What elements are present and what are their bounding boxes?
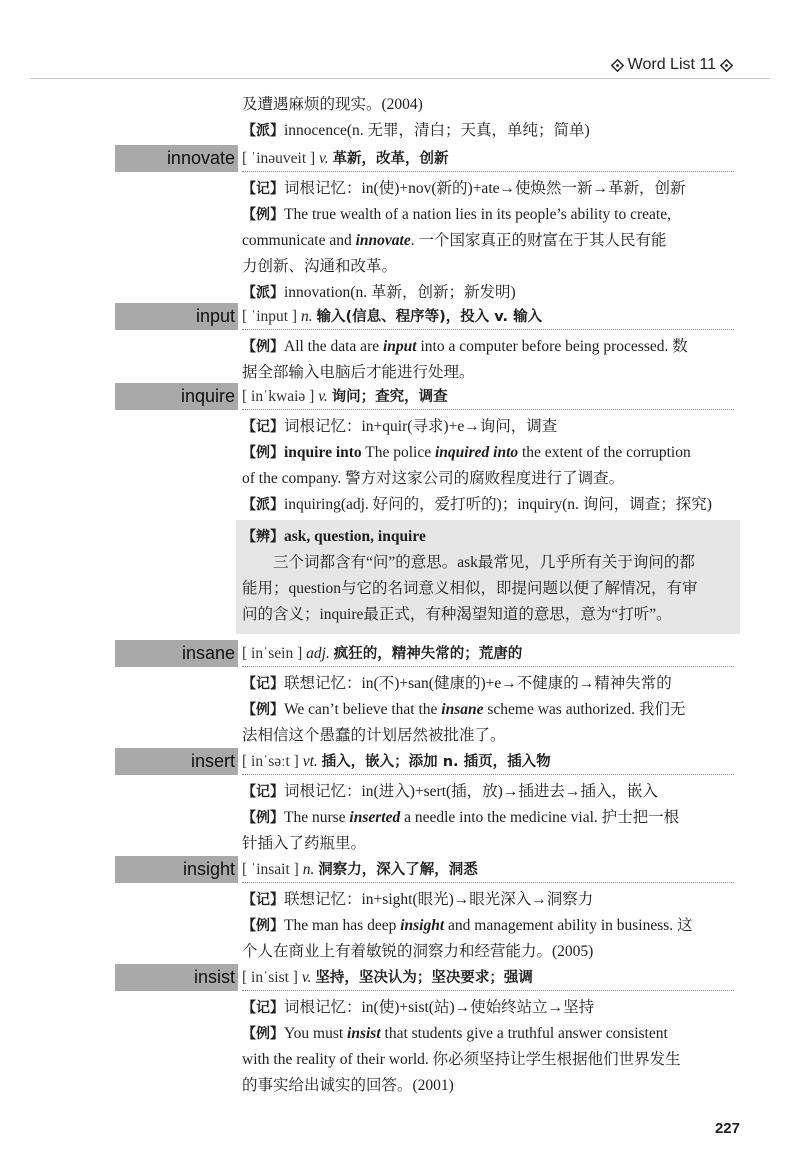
headword: insight — [182, 859, 235, 879]
example-line: 【例】The man has deep insight and management ability in business. 这 — [242, 917, 693, 934]
example-line: communicate and innovate. 一个国家真正的财富在于其人民有能 — [242, 232, 667, 249]
example-line: 法相信这个愚蠢的计划居然被批准了。 — [242, 727, 506, 744]
entry-body — [242, 176, 737, 306]
example-line: 【例】inquire into The police inquired into the extent of the corruption — [242, 444, 691, 461]
example-line: 个人在商业上有着敏锐的洞察力和经营能力。(2005) — [242, 943, 594, 960]
entry-divider — [242, 329, 734, 330]
headword: inquire — [180, 386, 235, 406]
example-line: 力创新、沟通和改革。 — [242, 258, 398, 275]
diamond-bullet-icon — [720, 59, 733, 72]
distinguish-title: 【辨】ask, question, inquire — [242, 528, 426, 545]
page-number: 227 — [714, 1120, 740, 1137]
entry-body — [242, 779, 737, 857]
memory-line: 【记】词根记忆：in(使)+sist(站)→使始终站立→坚持 — [242, 999, 595, 1016]
headword: insert — [190, 751, 235, 771]
example-line: of the company. 警方对这家公司的腐败程度进行了调查。 — [242, 470, 625, 487]
distinguish-box — [236, 520, 740, 634]
headword: insist — [193, 967, 235, 987]
example-line: 【例】The nurse inserted a needle into the medicine vial. 护士把一根 — [242, 809, 680, 826]
example-line: with the reality of their world. 你必须坚持让学生根据他们世界发生 — [242, 1051, 681, 1068]
entry-divider — [242, 882, 734, 883]
memory-line: 【记】词根记忆：in+quir(寻求)+e→询问，调查 — [242, 418, 558, 435]
continuation-block — [242, 92, 742, 144]
derivative-line: 【派】innovation(n. 革新，创新；新发明) — [242, 284, 516, 301]
example-line: 【例】All the data are input into a computer before being processed. 数 — [242, 338, 688, 355]
headword: insane — [181, 643, 235, 663]
distinguish-text: 问的含义；inquire最正式，有种渴望知道的意思，意为“打听”。 — [242, 606, 672, 623]
example-line: 【例】We can’t believe that the insane scheme was authorized. 我们无 — [242, 701, 686, 718]
entry-body — [242, 995, 737, 1099]
entry-headline: [ inˈkwaiə ] v. 询问；查究，调查 — [242, 388, 448, 405]
entry-body — [242, 414, 737, 518]
continuation-derivative: 【派】innocence(n. 无罪，清白；天真，单纯；简单) — [242, 122, 590, 139]
entry-divider — [242, 409, 734, 410]
entry-body — [242, 671, 737, 749]
entry-divider — [242, 171, 734, 172]
entry-headline: [ inˈsəːt ] vt. 插入，嵌入；添加 n. 插页，插入物 — [242, 753, 551, 770]
memory-line: 【记】联想记忆：in(不)+san(健康的)+e→不健康的→精神失常的 — [242, 675, 672, 692]
distinguish-text: 三个词都含有“问”的意思。ask最常见，几乎所有关于询问的都 — [273, 554, 695, 571]
example-line: 【例】The true wealth of a nation lies in its people’s ability to create, — [242, 206, 671, 223]
header-title: Word List 11 — [627, 56, 716, 73]
example-line: 的事实给出诚实的回答。(2001) — [242, 1077, 454, 1094]
entry-headline: [ ˈinəuveit ] v. 革新，改革，创新 — [242, 150, 449, 167]
distinguish-text: 能用；question与它的名词意义相似，即提问题以便了解情况，有审 — [242, 580, 698, 597]
entry-body — [242, 334, 737, 386]
entry-divider — [242, 774, 734, 775]
headword: input — [195, 306, 235, 326]
entry-divider — [242, 990, 734, 991]
header-divider — [30, 78, 770, 79]
derivative-line: 【派】inquiring(adj. 好问的，爱打听的)；inquiry(n. 询问，调查；探究) — [242, 496, 712, 513]
entry-body — [242, 887, 737, 965]
example-line: 针插入了药瓶里。 — [242, 835, 367, 852]
example-line: 【例】You must insist that students give a truthful answer consistent — [242, 1025, 668, 1042]
entry-headline: [ inˈsist ] v. 坚持，坚决认为；坚决要求；强调 — [242, 969, 533, 986]
entry-headline: [ ˈinsait ] n. 洞察力，深入了解，洞悉 — [242, 861, 478, 878]
running-header — [587, 52, 737, 78]
memory-line: 【记】词根记忆：in(使)+nov(新的)+ate→使焕然一新→革新，创新 — [242, 180, 686, 197]
memory-line: 【记】词根记忆：in(进入)+sert(插，放)→插进去→插入，嵌入 — [242, 783, 658, 800]
entry-headline: [ ˈinput ] n. 输入(信息、程序等)，投入 v. 输入 — [242, 308, 543, 325]
diamond-bullet-icon — [611, 59, 624, 72]
continuation-line: 及遭遇麻烦的现实。(2004) — [242, 96, 423, 113]
headword: innovate — [166, 148, 235, 168]
memory-line: 【记】联想记忆：in+sight(眼光)→眼光深入→洞察力 — [242, 891, 594, 908]
example-line: 据全部输入电脑后才能进行处理。 — [242, 364, 475, 381]
entry-divider — [242, 666, 734, 667]
entry-headline: [ inˈsein ] adj. 疯狂的，精神失常的；荒唐的 — [242, 645, 523, 662]
